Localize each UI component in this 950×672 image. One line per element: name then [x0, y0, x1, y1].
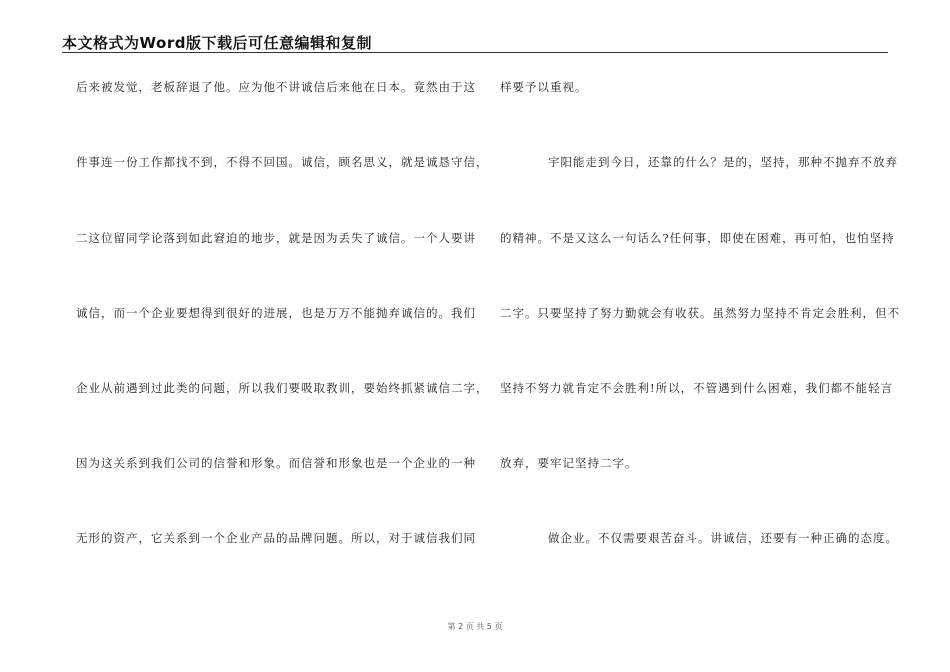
text-line: 放弃，要牢记坚持二字。 [500, 456, 638, 470]
paragraph-first-line: 做企业。不仅需要艰苦奋斗。讲诚信，还要有一种正确的态度。 [548, 531, 898, 545]
text-line: 样要予以重视。 [500, 80, 588, 94]
text-line: 无形的资产，它关系到一个企业产品的品牌问题。所以，对于诚信我们同 [76, 531, 476, 545]
text-line: 的精神。不是又这么一句话么?任何事，即使在困难，再可怕，也怕坚持 [500, 231, 895, 245]
text-line: 诚信，而一个企业要想得到很好的进展，也是万万不能抛弃诚信的。我们 [76, 306, 476, 320]
text-line: 坚持不努力就肯定不会胜利!所以，不管遇到什么困难，我们都不能轻言 [500, 381, 894, 395]
text-line: 后来被发觉，老板辞退了他。应为他不讲诚信后来他在日本。竟然由于这 [76, 80, 476, 94]
text-line: 因为这关系到我们公司的信誉和形象。而信誉和形象也是一个企业的一种 [76, 456, 476, 470]
text-line: 件事连一份工作都找不到，不得不回国。诚信，顾名思义，就是诚恳守信， [76, 155, 489, 169]
document-header [62, 30, 888, 53]
page-number: 第 2 页 共 5 页 [447, 622, 503, 631]
text-line: 二这位留同学论落到如此窘迫的地步，就是因为丢失了诚信。一个人要讲 [76, 231, 476, 245]
header-title: 本文格式为Word版下载后可任意编辑和复制 [62, 34, 372, 52]
text-line: 二字。只要坚持了努力勤就会有收获。虽然努力坚持不肯定会胜利，但不 [500, 306, 900, 320]
text-line: 企业从前遇到过此类的问题，所以我们要吸取教训，要始终抓紧诚信二字， [76, 381, 489, 395]
paragraph-first-line: 宇阳能走到今日，还靠的什么？是的，坚持，那种不抛弃不放弃 [548, 155, 898, 169]
